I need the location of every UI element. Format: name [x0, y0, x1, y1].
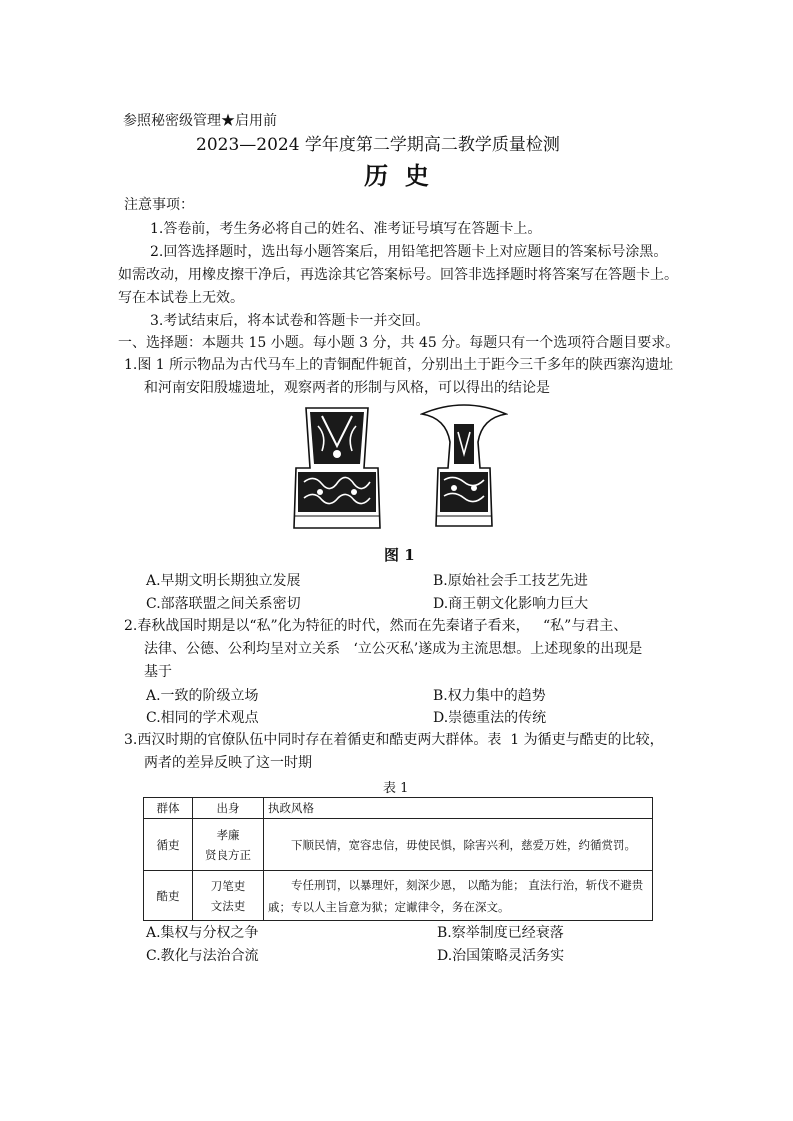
- table-cell-group: 酷吏: [144, 871, 193, 921]
- note-item-2-end: 写在本试卷上无效。: [118, 290, 244, 306]
- note-item-3: 3.考试结束后，将本试卷和答题卡一并交回。: [150, 313, 430, 329]
- q2-stem-line1: 2.春秋战国时期是以“私”化为特征的时代，然而在先秦诸子看来， “私”与君主、: [124, 618, 628, 634]
- table-cell-style: [264, 819, 653, 871]
- q1-option-a[interactable]: A.早期文明长期独立发展: [146, 573, 301, 589]
- table-cell-style: [264, 871, 653, 921]
- origin-line-2: 文法吏: [210, 898, 246, 913]
- table-header-group: 群体: [144, 798, 193, 819]
- table-row: [144, 819, 653, 871]
- table-row: [144, 871, 653, 921]
- q2-stem-line2: 法律、公德、公利均呈对立关系 ‘立公灭私’遂成为主流思想。上述现象的出现是: [144, 641, 643, 657]
- q1-option-c[interactable]: C.部落联盟之间关系密切: [146, 596, 301, 612]
- q1-stem-line2: 和河南安阳殷墟遗址，观察两者的形制与风格，可以得出的结论是: [144, 380, 550, 396]
- notes-heading: 注意事项：: [124, 197, 194, 213]
- origin-line-1: 刀笔吏: [210, 878, 246, 893]
- table-cell-group: 循吏: [144, 819, 193, 871]
- q2-option-a[interactable]: A.一致的阶级立场: [146, 688, 259, 704]
- table-cell-origin: [193, 819, 264, 871]
- table-header-row: [144, 798, 653, 819]
- q3-stem-line1: 3.西汉时期的官僚队伍中同时存在着循吏和酷吏两大群体。表 1 为循吏与酷吏的比较，: [124, 732, 664, 748]
- q2-option-d[interactable]: D.崇德重法的传统: [433, 710, 547, 726]
- bronze-yoke-head-right-image: [420, 402, 508, 530]
- q1-option-d[interactable]: D.商王朝文化影响力巨大: [433, 596, 589, 612]
- origin-line-2: 贤良方正: [205, 847, 251, 862]
- q3-stem-line2: 两者的差异反映了这一时期: [144, 755, 312, 771]
- q3-option-d[interactable]: D.治国策略灵活务实: [437, 948, 565, 964]
- table-cell-origin: [193, 871, 264, 921]
- secret-level-line: 参照秘密级管理★启用前: [123, 113, 277, 129]
- q1-option-b[interactable]: B.原始社会手工技艺先进: [433, 573, 588, 589]
- style-text: 专任刑罚，以暴理奸，刻深少恩， 以酷为能； 直法行治，斩伐不避贵戚；专以人主旨意为狱；定谳律令，务在深文。: [268, 877, 644, 914]
- q1-stem-line1: 1.图 1 所示物品为古代马车上的青铜配件轭首，分别出土于距今三千多年的陕西寨沟遗址: [124, 357, 674, 373]
- q3-option-b[interactable]: B.察举制度已经衰落: [437, 925, 564, 941]
- bronze-yoke-head-left-image: [292, 406, 382, 532]
- subject-title: 历 史: [364, 161, 429, 190]
- table-header-origin: 出身: [193, 798, 264, 819]
- note-item-1: 1.答卷前，考生务必将自己的姓名、准考证号填写在答题卡上。: [150, 221, 542, 237]
- section-heading: 一、选择题：本题共 15 小题。每小题 3 分，共 45 分。每题只有一个选项符合题目要求。: [118, 335, 680, 351]
- origin-line-1: 孝廉: [216, 827, 240, 842]
- q2-stem-line3: 基于: [144, 664, 172, 680]
- table-header-style: 执政风格: [264, 798, 653, 819]
- q3-option-a[interactable]: A.集权与分权之争: [146, 925, 259, 941]
- exam-title: 2023—2024 学年度第二学期高二教学质量检测: [196, 135, 560, 155]
- comparison-table: [143, 797, 653, 921]
- note-item-2: 2.回答选择题时，选出每小题答案后，用铅笔把答题卡上对应题目的答案标号涂黑。: [150, 244, 668, 260]
- style-text: 下顺民情，宽容忠信，毋使民惧，除害兴利，慈爱万姓，约循赏罚。: [291, 837, 636, 852]
- q2-option-c[interactable]: C.相同的学术观点: [146, 710, 259, 726]
- figure-caption: 图 1: [384, 546, 415, 564]
- note-item-2-cont: 如需改动，用橡皮擦干净后，再选涂其它答案标号。回答非选择题时将答案写在答题卡上。: [118, 267, 678, 283]
- table-caption: 表 1: [383, 781, 409, 796]
- q3-option-c[interactable]: C.教化与法治合流: [146, 948, 259, 964]
- q2-option-b[interactable]: B.权力集中的趋势: [433, 688, 546, 704]
